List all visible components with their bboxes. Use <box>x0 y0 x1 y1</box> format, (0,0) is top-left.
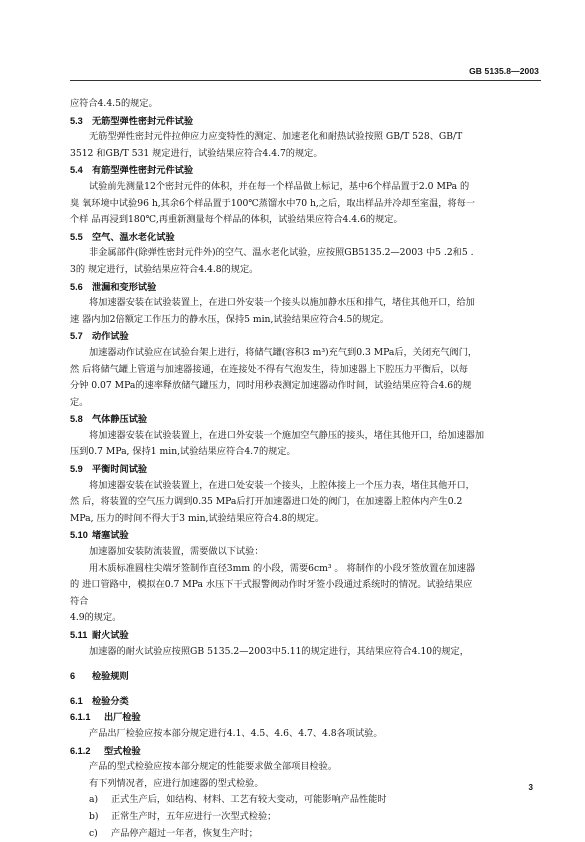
paragraph-line: 应符合4.4.5的规定。 <box>70 98 158 109</box>
paragraph-line: 分钟 0.07 MPa的速率释放储气罐压力，同时用秒表测定加速器动作时间，试验结果应符合4.6的规 <box>70 380 472 392</box>
paragraph-line: 臭 氧环境中试验96 h,其余6个样品置于100℃蒸馏水中70 h,之后，取出样品并冷却至室温，将每一 <box>70 197 476 209</box>
header-rule <box>70 80 541 81</box>
section-heading-5-3: 5.3 无筋型弹性密封元件试验 <box>70 115 194 126</box>
paragraph-line: 用木质标准圆柱尖端牙签制作直径3mm 的小段，需要6cm³ 。 将制作的小段牙签放置在加速器 <box>89 562 476 574</box>
section-heading-5-4: 5.4 有筋型弹性密封元件试验 <box>70 165 194 176</box>
section-heading-5-8: 5.8 气体静压试验 <box>70 414 148 425</box>
standard-number: GB 5135.8—2003 <box>469 66 539 76</box>
paragraph-line: 将加速器安装在试验装置上，在进口外安装一个接头以施加静水压和排气，堵住其他开口，给加 <box>89 297 475 309</box>
paragraph-line: 符合 <box>70 595 89 607</box>
chapter-heading-6: 6 检验规则 <box>70 671 129 682</box>
paragraph-line: 产品出厂检验应按本部分规定进行4.1、4.5、4.6、4.7、4.8各项试验。 <box>89 727 383 739</box>
paragraph-line: 将加速器安装在试验装置上，在进口外安装一个施加空气静压的接头，堵住其他开口，给加速器加 <box>89 429 485 441</box>
paragraph-line: 定。 <box>70 396 89 408</box>
paragraph-line: 将加速器安装在试验装置上，在进口处安装一个接头，上腔体接上一个压力表，堵住其他开口， <box>89 479 475 491</box>
section-heading-5-11: 5.11 耐火试验 <box>70 630 129 640</box>
paragraph-line: 的 进口管路中，模拟在0.7 MPa 水压下干式报警阀动作时牙签小段通过系统时的情况。试验结果应 <box>70 579 473 591</box>
paragraph-line: 产品的型式检验应按本部分规定的性能要求做全部项目检验。 <box>89 761 338 773</box>
section-heading-6-1-1: 6.1.1 出厂检验 <box>70 712 141 723</box>
paragraph-line: 压到0.7 MPa, 保持1 min,试验结果应符合4.7的规定。 <box>70 446 296 458</box>
section-heading-5-5: 5.5 空气、温水老化试验 <box>70 231 175 242</box>
paragraph-line: 4.9的规定。 <box>70 612 122 624</box>
paragraph-line: MPa, 压力的时间不得大于3 min,试验结果应符合4.8的规定。 <box>70 512 325 524</box>
paragraph-line: 无筋型弹性密封元件拉伸应力应变特性的测定、加速老化和耐热试验按照 GB/T 528、GB/T <box>89 131 463 143</box>
page-number: 3 <box>528 783 533 792</box>
section-heading-5-9: 5.9 平衡时间试验 <box>70 464 148 475</box>
page-content <box>70 96 542 842</box>
paragraph-line: 有下列情况者，应进行加速器的型式检验。 <box>89 777 264 789</box>
paragraph-line: 个样 品再浸到180℃,再重新测量每个样品的体积，试验结果应符合4.4.6的规定。 <box>70 214 403 226</box>
section-heading-5-7: 5.7 动作试验 <box>70 331 129 342</box>
paragraph-line: 加速器动作试验应在试验台架上进行，将储气罐(容积3 m³)充气到0.3 MPa后，关闭充气阀门， <box>89 346 478 358</box>
paragraph-line: 加速器的耐火试验应按照GB 5135.2—2003中5.11的规定进行，其结果应符合4.10的规定， <box>89 645 469 657</box>
paragraph-line: 然 后将储气罐上管道与加速器接通，在连接处不得有气泡发生，待加速器上下腔压力平衡后，以每 <box>70 363 468 375</box>
paragraph-line: 加速器加安装防流装置，需要做以下试验： <box>89 546 264 558</box>
paragraph-line: 3512 和GB/T 531 规定进行，试验结果应符合4.4.7的规定。 <box>70 147 323 159</box>
list-item: a) 正式生产后，如结构、材料、工艺有较大变动，可能影响产品性能时 <box>89 794 387 806</box>
paragraph-line: 3的 规定进行，试验结果应符合4.4.8的规定。 <box>70 263 259 275</box>
section-heading-5-10: 5.10 堵塞试验 <box>70 530 129 541</box>
section-heading-6-1: 6.1 检验分类 <box>70 695 129 706</box>
paragraph-line: 非金属部件(除弹性密封元件外)的空气、温水老化试验，应按照GB5135.2—2003 中5 .2和5 . <box>89 247 474 259</box>
section-heading-5-6: 5.6 泄漏和变形试验 <box>70 281 157 292</box>
paragraph-line: 然 后，将装置的空气压力调到0.35 MPa后打开加速器进口处的阀门，在加速器上腔体内产生0.2 <box>70 496 463 508</box>
list-item: c) 产品停产超过一年者，恢复生产时； <box>89 827 258 839</box>
list-item: b) 正常生产时，五年应进行一次型式检验； <box>89 810 277 822</box>
paragraph-line: 试验前先测量12个密封元件的体积，并在每一个样品做上标记，基中6个样品置于2.0 MPa 的 <box>89 180 470 192</box>
paragraph-line: 速 器内加2倍额定工作压力的静水压，保持5 min,试验结果应符合4.5的规定。 <box>70 313 390 325</box>
section-heading-6-1-2: 6.1.2 型式检验 <box>70 745 141 756</box>
